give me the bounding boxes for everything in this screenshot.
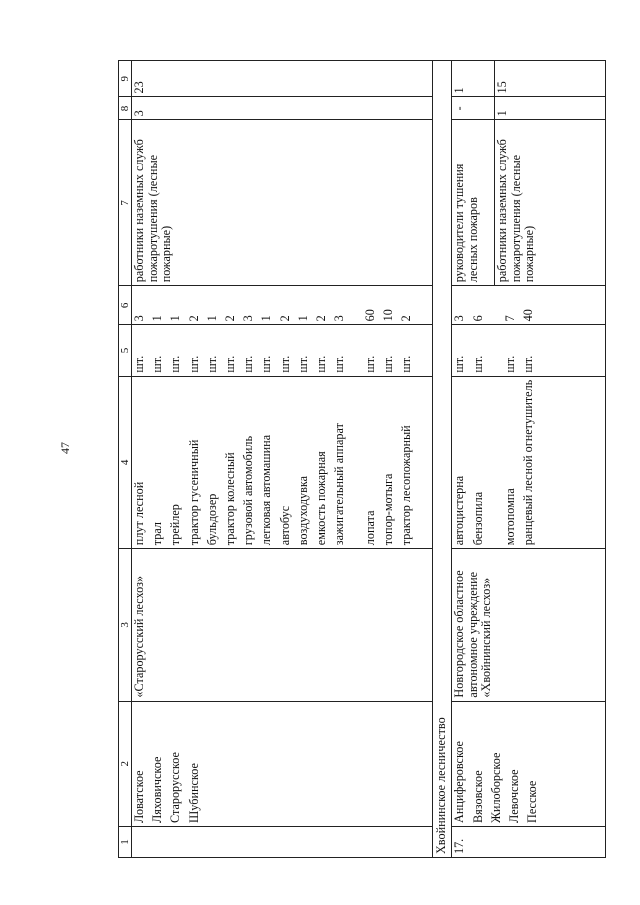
- personnel-cell: [452, 120, 606, 286]
- section-row: [433, 61, 452, 858]
- settlement-name: Левочское: [507, 769, 521, 823]
- unit-value: шт.: [204, 355, 219, 373]
- equipment-name: трактор колесный: [222, 452, 237, 546]
- qty-value: 2: [313, 315, 328, 322]
- equipment-name: бульдозер: [204, 493, 219, 546]
- unit-value: шт.: [332, 355, 347, 373]
- settlement-name: Старорусское: [168, 752, 183, 823]
- unit-value: шт.: [222, 355, 237, 373]
- col9-cell: 23: [132, 61, 433, 97]
- col9-cell: [452, 61, 606, 97]
- equipment-name: ранцевый лесной огнетушитель: [521, 379, 535, 546]
- equipment-cell: [132, 376, 433, 549]
- equipment-name: трактор гусеничный: [186, 439, 201, 546]
- personnel-a: руководители тушения лесных пожаров: [452, 120, 495, 285]
- unit-value: шт.: [259, 355, 274, 373]
- settlement-name: Шубинское: [186, 763, 201, 823]
- equipment-name: лопата: [363, 510, 378, 546]
- qty-value: 10: [381, 309, 396, 322]
- header-row: [119, 61, 132, 858]
- settlement-name: Песское: [525, 780, 540, 823]
- qty-value: 1: [150, 315, 165, 322]
- unit-value: шт.: [241, 355, 256, 373]
- col8-b: 1: [495, 110, 510, 117]
- equipment-name: автоцистерна: [452, 475, 467, 546]
- col-header-7: 7: [119, 120, 132, 286]
- equipment-name: автобус: [277, 505, 292, 546]
- unit-value: шт.: [521, 355, 535, 373]
- unit-value: шт.: [168, 355, 183, 373]
- equipment-cell: [452, 376, 606, 549]
- equipment-name: грузовой автомобиль: [241, 435, 256, 546]
- qty-value: 3: [132, 315, 146, 322]
- qty-value: 2: [222, 315, 237, 322]
- qty-value: 1: [259, 315, 274, 322]
- unit-value: шт.: [150, 355, 165, 373]
- qty-value: 60: [363, 309, 378, 322]
- qty-value: 3: [452, 315, 467, 322]
- table-row: [132, 61, 433, 858]
- unit-value: шт.: [452, 355, 467, 373]
- equipment-name: бензопила: [470, 491, 485, 546]
- unit-value: шт.: [295, 355, 310, 373]
- unit-value: шт.: [313, 355, 328, 373]
- equipment-name: плут лесной: [132, 481, 146, 546]
- col-header-8: 8: [119, 97, 132, 120]
- unit-value: шт.: [399, 355, 414, 373]
- col-header-1: 1: [119, 826, 132, 857]
- col9-a: 1: [452, 61, 495, 96]
- unit-cell: [132, 325, 433, 376]
- row-number: 17.: [452, 826, 606, 857]
- personnel-cell: работники наземных служб пожаротушения (лесные пожарные): [132, 120, 433, 286]
- equipment-name: воздуходувка: [295, 475, 310, 546]
- qty-value: 1: [295, 315, 310, 322]
- settlements-cell: [452, 701, 606, 826]
- qty-value: 1: [204, 315, 219, 322]
- col-header-2: 2: [119, 701, 132, 826]
- equipment-name: трейлер: [168, 504, 183, 546]
- qty-cell: [132, 286, 433, 325]
- col-header-9: 9: [119, 61, 132, 97]
- col8-a: -: [452, 97, 495, 119]
- personnel-b: работники наземных служб пожаротушения (лесные пожарные): [495, 139, 537, 283]
- col-header-5: 5: [119, 325, 132, 376]
- settlements-cell: [132, 701, 433, 826]
- qty-value: 2: [277, 315, 292, 322]
- unit-value: шт.: [186, 355, 201, 373]
- equipment-name: емкость пожарная: [313, 451, 328, 546]
- equipment-name: зажигательный аппарат: [332, 423, 347, 546]
- qty-cell: [452, 286, 606, 325]
- resources-table: [118, 60, 606, 858]
- settlement-name: Жилоборское: [488, 752, 503, 823]
- unit-value: шт.: [470, 355, 485, 373]
- col9-b: 15: [495, 81, 510, 94]
- col8-cell: 3: [132, 97, 433, 120]
- qty-value: 6: [470, 315, 485, 322]
- section-title: Хвойнинское лесничество: [433, 61, 452, 858]
- col-header-3: 3: [119, 549, 132, 701]
- settlement-name: Ловатское: [132, 770, 146, 823]
- unit-value: шт.: [132, 355, 146, 373]
- unit-value: шт.: [381, 355, 396, 373]
- unit-value: шт.: [502, 355, 517, 373]
- unit-value: шт.: [277, 355, 292, 373]
- owner-cell: «Старорусский лесхоз»: [132, 549, 433, 701]
- row-number: [132, 826, 433, 857]
- equipment-name: трал: [150, 522, 165, 546]
- col-header-4: 4: [119, 376, 132, 549]
- col-header-6: 6: [119, 286, 132, 325]
- settlement-name: Вязовское: [470, 770, 485, 823]
- owner-cell: Новгородское областное автономное учреждение «Хвойнинский лесхоз»: [452, 549, 606, 701]
- rotated-table-wrapper: [118, 60, 606, 858]
- table-row: [452, 61, 606, 858]
- equipment-name: мотопомпа: [502, 488, 517, 546]
- equipment-name: топор-мотыга: [381, 473, 396, 546]
- qty-value: 3: [332, 315, 347, 322]
- page-number: 47: [58, 442, 72, 454]
- equipment-name: трактор лесопожарный: [399, 425, 414, 546]
- qty-value: 40: [521, 309, 535, 322]
- qty-value: 2: [399, 315, 414, 322]
- qty-value: 7: [502, 315, 517, 322]
- unit-value: шт.: [363, 355, 378, 373]
- qty-value: 3: [241, 315, 256, 322]
- settlement-name: Анциферовское: [452, 741, 467, 823]
- settlement-name: Ляховичское: [150, 756, 165, 823]
- qty-value: 1: [168, 315, 183, 322]
- col8-cell: [452, 97, 606, 120]
- equipment-name: легковая автомашина: [259, 434, 274, 546]
- unit-cell: [452, 325, 606, 376]
- qty-value: 2: [186, 315, 201, 322]
